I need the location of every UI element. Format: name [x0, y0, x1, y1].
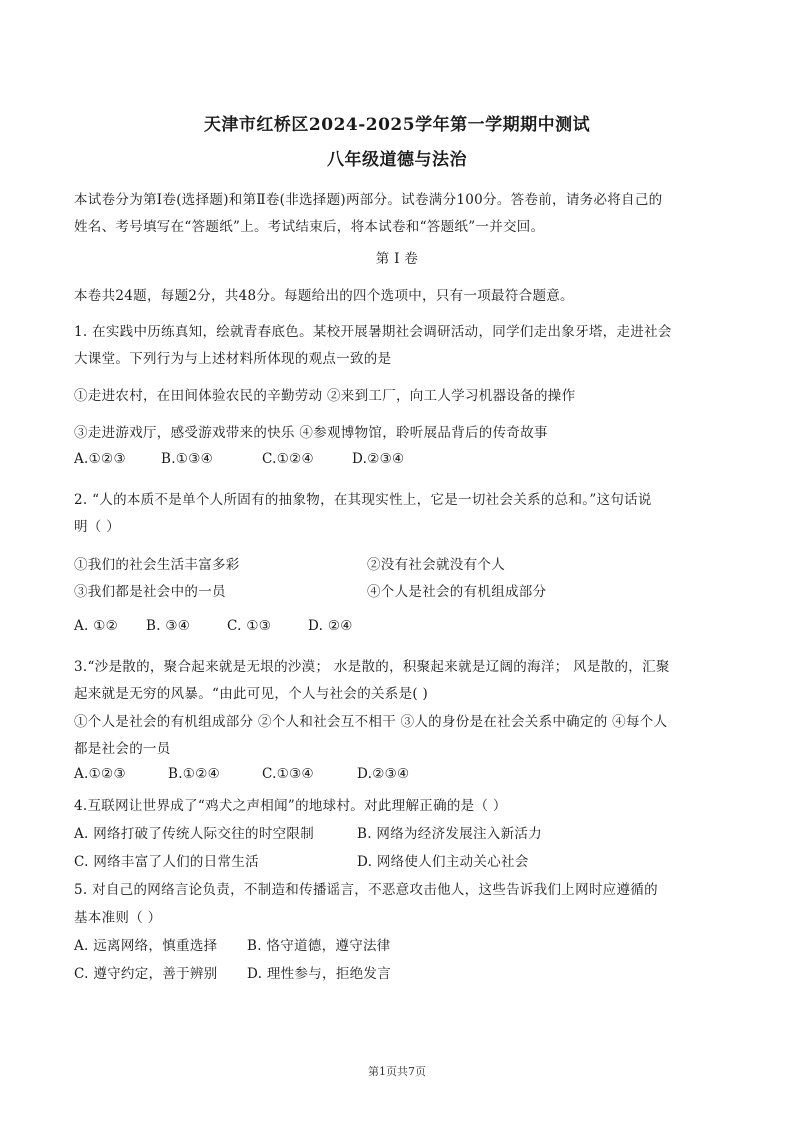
q3-stem-line-2: 起来就是无穷的风暴。“由此可见，个人与社会的关系是( )	[74, 686, 429, 702]
q1-items-line-1: ①走进农村，在田间体验农民的辛勤劳动 ②来到工厂，向工人学习机器设备的操作	[74, 388, 576, 404]
q3-option-b: B.①②④	[168, 766, 221, 782]
q2-option-b: B. ③④	[146, 618, 191, 634]
q5-option-c: C. 遵守约定，善于辨别	[74, 966, 218, 982]
intro-line-2: 姓名、考号填写在“答题纸”上。考试结束后，将本试卷和“答题纸”一并交回。	[74, 219, 545, 235]
q5-option-d: D. 理性参与，拒绝发言	[247, 966, 392, 982]
q4-option-d: D. 网络使人们主动关心社会	[357, 854, 529, 870]
q4-option-b: B. 网络为经济发展注入新活力	[357, 826, 543, 842]
page-number: 第1页共7页	[368, 1065, 426, 1078]
exam-subtitle: 八年级道德与法治	[327, 150, 467, 170]
section-instructions: 本卷共24题，每题2分，共48分。每题给出的四个选项中，只有一项最符合题意。	[74, 288, 574, 304]
q5-option-a: A. 远离网络，慎重选择	[74, 938, 218, 954]
q2-item-4: ④个人是社会的有机组成部分	[367, 584, 547, 600]
section-heading: 第 Ⅰ 卷	[375, 251, 419, 267]
q3-items-line-2: 都是社会的一员	[74, 741, 171, 757]
q2-option-c: C. ①③	[227, 618, 272, 634]
q1-option-a: A.①②③	[74, 451, 126, 467]
q4-stem: 4.互联网让世界成了“鸡犬之声相闻”的地球村。对此理解正确的是（ ）	[74, 798, 507, 814]
q3-option-c: C.①③④	[262, 766, 314, 782]
q5-stem-line-1: 5. 对自己的网络言论负责，不制造和传播谣言，不恶意攻击他人，这些告诉我们上网时应遵循的	[74, 882, 658, 898]
q4-option-c: C. 网络丰富了人们的日常生活	[74, 854, 259, 870]
q2-stem-line-2: 明（ ）	[74, 519, 120, 535]
q1-items-line-2: ③走进游戏厅，感受游戏带来的快乐 ④参观博物馆，聆听展品背后的传奇故事	[74, 425, 548, 441]
q5-option-b: B. 恪守道德，遵守法律	[247, 938, 391, 954]
q5-stem-line-2: 基本准则（ ）	[74, 910, 162, 926]
q4-option-a: A. 网络打破了传统人际交往的时空限制	[74, 826, 315, 842]
q2-item-1: ①我们的社会生活丰富多彩	[74, 557, 240, 573]
q3-stem-line-1: 3.“沙是散的，聚合起来就是无垠的沙漠； 水是散的，积聚起来就是辽阔的海洋； 风是散的，汇聚	[74, 659, 670, 675]
q1-option-d: D.②③④	[352, 451, 405, 467]
q2-stem-line-1: 2. “人的本质不是单个人所固有的抽象物，在其现实性上，它是一切社会关系的总和。”这句话说	[74, 492, 652, 508]
q1-option-c: C.①②④	[262, 451, 314, 467]
q2-option-a: A. ①②	[74, 618, 119, 634]
q3-option-a: A.①②③	[74, 766, 126, 782]
q1-stem-line-1: 1. 在实践中历练真知，绘就青春底色。某校开展暑期社会调研活动，同学们走出象牙塔，走进社会	[74, 324, 672, 340]
q3-option-d: D.②③④	[357, 766, 410, 782]
q2-option-d: D. ②④	[308, 618, 353, 634]
q3-items-line-1: ①个人是社会的有机组成部分 ②个人和社会互不相干 ③人的身份是在社会关系中确定的 ④每个人	[74, 714, 668, 730]
intro-line-1: 本试卷分为第Ⅰ卷(选择题)和第Ⅱ卷(非选择题)两部分。试卷满分100分。答卷前，请务必将自己的	[74, 192, 663, 208]
q1-option-b: B.①③④	[161, 451, 214, 467]
exam-title: 天津市红桥区2024-2025学年第一学期期中测试	[203, 115, 591, 135]
q1-stem-line-2: 大课堂。下列行为与上述材料所体现的观点一致的是	[74, 351, 392, 367]
q2-item-2: ②没有社会就没有个人	[367, 557, 505, 573]
q2-item-3: ③我们都是社会中的一员	[74, 584, 226, 600]
